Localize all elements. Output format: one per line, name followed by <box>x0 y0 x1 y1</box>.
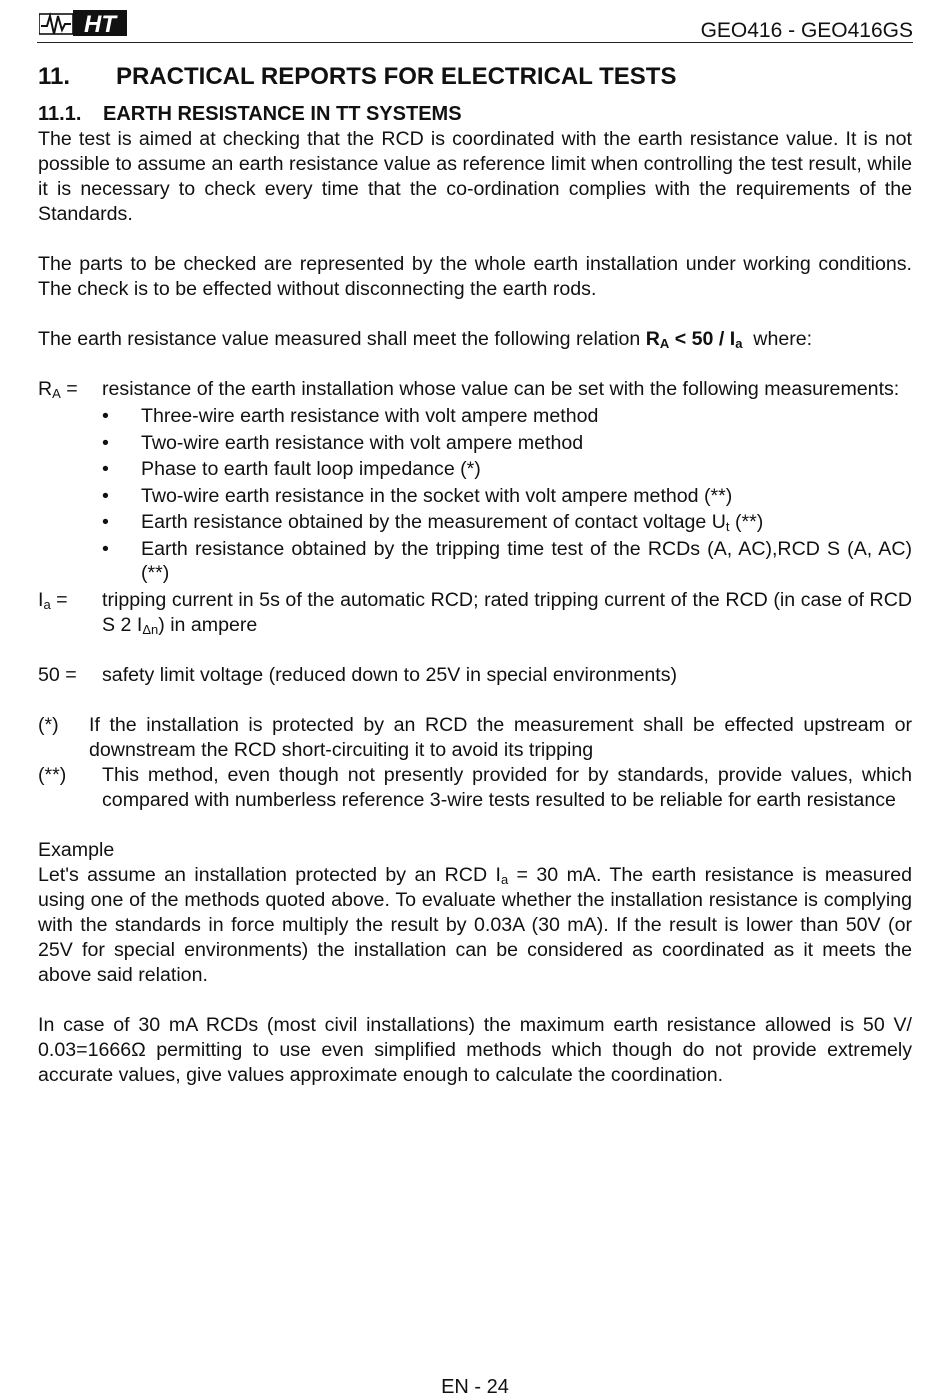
definition-ia <box>38 588 912 638</box>
note-mark: (*) <box>38 713 59 736</box>
definition-text-fifty: safety limit voltage (reduced down to 25V in special environments) <box>102 663 678 686</box>
list-item: • Earth resistance obtained by the measurement of contact voltage $U_t$ (**) <box>102 510 912 534</box>
subsection-number: 11.1. <box>38 103 82 125</box>
parts-paragraph: The parts to be checked are represented by the whole earth installation under working conditions. The check is to be effected without disconnecting the earth rods. <box>38 253 912 300</box>
list-item: • Three-wire earth resistance with volt ampere method <box>102 404 912 428</box>
relation-paragraph <box>38 327 912 352</box>
definition-term-ia: $I_a$ = <box>38 588 68 612</box>
ht-logo <box>39 8 131 38</box>
note-mark: (**) <box>38 763 67 786</box>
relation-formula: $R_A < 50 / I_a$ <box>645 328 743 351</box>
subsection-title: EARTH RESISTANCE IN TT SYSTEMS <box>103 103 462 125</box>
definition-text-ia: tripping current in 5s of the automatic RCD; rated tripping current of the RCD (in case of RCD S 2 $I_{\Delta n}$) in ampere <box>102 588 912 637</box>
intro-paragraph: The test is aimed at checking that the RCD is coordinated with the earth resistance value. It is not possible to assume an earth resistance value as reference limit when controlling the test result, while it is necessary to check every time that the co-ordination complies with the requirements of the Standards. <box>38 128 912 225</box>
page-content <box>38 62 912 1088</box>
definition-term-fifty: 50 = <box>38 663 77 686</box>
section-heading <box>38 62 912 102</box>
section-title: PRACTICAL REPORTS FOR ELECTRICAL TESTS <box>116 63 677 90</box>
subsection-heading <box>38 102 912 127</box>
list-item: • Two-wire earth resistance with volt ampere method <box>102 431 912 455</box>
definition-term-ra: $R_A$ = <box>38 378 78 401</box>
example-heading: Example <box>38 838 115 861</box>
note-text: If the installation is protected by an RCD the measurement shall be effected upstream or downstream the RCD short-circuiting it to avoid its tripping <box>89 713 912 761</box>
page-header <box>37 6 913 43</box>
relation-tail: where: <box>742 328 813 350</box>
definition-text-ra: resistance of the earth installation whose value can be set with the following measurements: <box>102 378 900 400</box>
page-number: EN - 24 <box>441 1376 509 1398</box>
measurement-methods-list <box>102 404 912 585</box>
example-paragraph: Let's assume an installation protected by an RCD $I_a = 30$ mA. The earth resistance is measured using one of the methods quoted above. To evaluate whether the installation resistance is complying with the standards in force multiply the result by 0.03A (30 mA). If the result is lower than 50V (or 25V for special environments) the installation can be considered as coordinated as it meets the above said relation. <box>38 863 912 986</box>
note-double-star <box>38 763 912 813</box>
section-number: 11. <box>38 63 71 90</box>
relation-lead: The earth resistance value measured shall meet the following relation <box>38 328 646 350</box>
definition-ra <box>38 377 912 588</box>
closing-paragraph: In case of 30 mA RCDs (most civil installations) the maximum earth resistance allowed is 50 V/ 0.03=1666Ω permitting to use even simplified methods which though do not provide extremely accurate values, give values approximate enough to calculate the coordination. <box>38 1013 912 1086</box>
document-code: GEO416 - GEO416GS <box>700 19 913 42</box>
list-item: • Earth resistance obtained by the tripping time test of the RCDs (A, AC),RCD S (A, AC) (**) <box>102 537 912 585</box>
definition-fifty <box>38 663 912 688</box>
list-item: • Two-wire earth resistance in the socket with volt ampere method (**) <box>102 484 912 508</box>
list-item: • Phase to earth fault loop impedance (*) <box>102 457 912 481</box>
note-single-star <box>38 713 912 763</box>
logo-text: HT <box>84 11 116 38</box>
note-text: This method, even though not presently provided for by standards, provide values, which compared with numberless reference 3-wire tests resulted to be reliable for earth resistance <box>102 763 912 811</box>
